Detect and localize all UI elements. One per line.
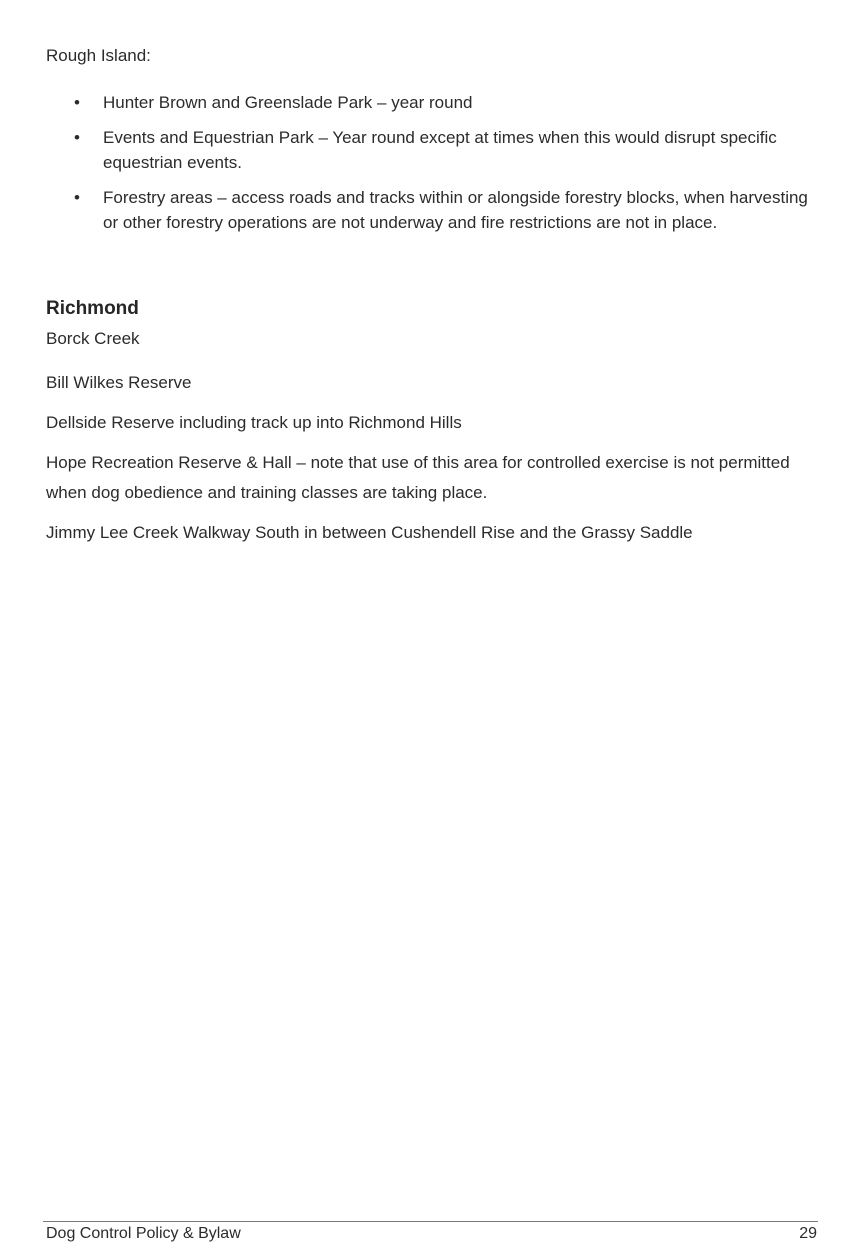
list-item: Bill Wilkes Reserve xyxy=(46,373,192,392)
list-item xyxy=(46,90,821,116)
list-item-text: Hunter Brown and Greenslade Park – year round xyxy=(103,93,473,112)
bullet-dot: • xyxy=(74,127,80,147)
footer-divider xyxy=(43,1221,818,1222)
bullet-list xyxy=(46,90,821,245)
bullet-dot: • xyxy=(74,93,80,112)
section-heading: Richmond xyxy=(46,298,139,319)
list-item-text: Forestry areas – access roads and tracks within or alongside forestry blocks, when harvesting or other forestry operations are not underway and fire restrictions are not in place. xyxy=(103,187,808,232)
list-item: Borck Creek xyxy=(46,329,140,348)
list-item: Jimmy Lee Creek Walkway South in between Cushendell Rise and the Grassy Saddle xyxy=(46,523,693,542)
document-page xyxy=(46,0,821,1255)
list-item xyxy=(46,185,821,236)
list-item xyxy=(46,125,821,176)
bullet-dot: • xyxy=(74,187,80,207)
list-item: Hope Recreation Reserve & Hall – note that use of this area for controlled exercise is not permitted when dog obedience and training classes are taking place. xyxy=(46,453,790,502)
footer-title: Dog Control Policy & Bylaw xyxy=(46,1225,241,1242)
intro-text: Rough Island: xyxy=(46,46,151,65)
list-item: Dellside Reserve including track up into Richmond Hills xyxy=(46,413,462,432)
places-list xyxy=(46,328,821,558)
list-item-text: Events and Equestrian Park – Year round except at times when this would disrupt specific equestrian events. xyxy=(103,127,777,172)
page-number: 29 xyxy=(799,1225,817,1242)
